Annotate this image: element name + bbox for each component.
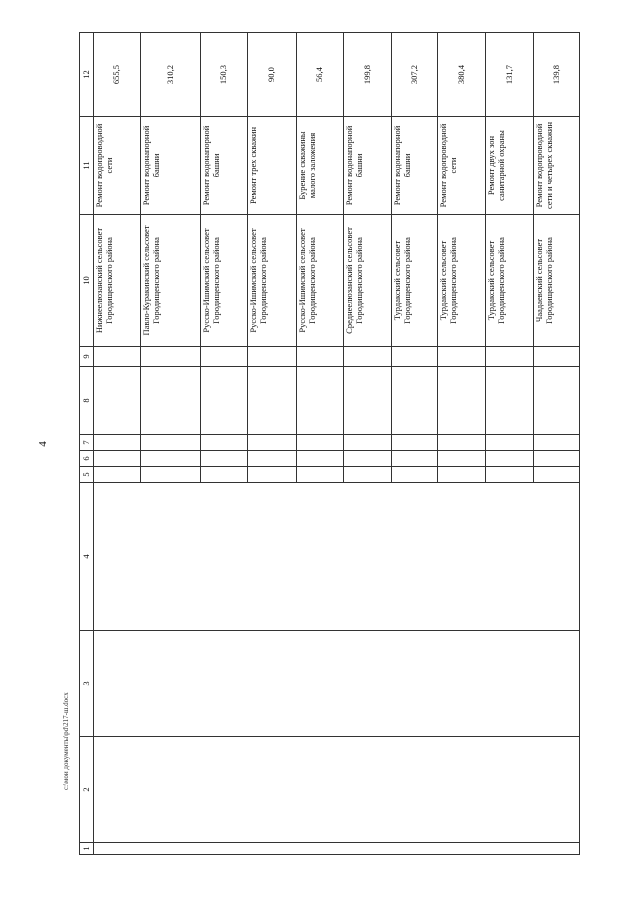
empty-cell bbox=[94, 843, 580, 855]
empty-cell bbox=[344, 435, 392, 451]
work-type-cell: Ремонт трех скважин bbox=[248, 117, 297, 215]
amount-cell: 150,3 bbox=[201, 33, 248, 117]
empty-cell bbox=[392, 347, 438, 367]
empty-cell bbox=[141, 467, 201, 483]
empty-cell bbox=[486, 347, 534, 367]
empty-cell bbox=[141, 435, 201, 451]
empty-cell bbox=[201, 451, 248, 467]
recipient-cell: Турдакский сельсовет Городищенского района bbox=[392, 215, 438, 347]
empty-cell bbox=[201, 467, 248, 483]
empty-cell bbox=[486, 367, 534, 435]
empty-cell bbox=[344, 467, 392, 483]
empty-cell bbox=[534, 367, 580, 435]
amount-cell: 655,5 bbox=[94, 33, 141, 117]
column-header: 4 bbox=[80, 483, 94, 631]
empty-cell bbox=[297, 347, 344, 367]
work-type-cell: Ремонт водопроводной сети bbox=[438, 117, 486, 215]
empty-cell bbox=[344, 347, 392, 367]
empty-cell bbox=[248, 347, 297, 367]
column-header: 1 bbox=[80, 843, 94, 855]
amount-cell: 139,8 bbox=[534, 33, 580, 117]
empty-cell bbox=[534, 435, 580, 451]
amount-cell: 199,8 bbox=[344, 33, 392, 117]
recipient-cell: Павло-Куракинский сельсовет Городищенского района bbox=[141, 215, 201, 347]
header-row bbox=[80, 33, 94, 855]
column-header: 2 bbox=[80, 737, 94, 843]
empty-cell bbox=[94, 737, 580, 843]
rotated-table-frame bbox=[79, 33, 576, 855]
recipient-cell: Турдакский сельсовет Городищенского района bbox=[438, 215, 486, 347]
recipient-cell: Чаадаевский сельсовет Городищенского района bbox=[534, 215, 580, 347]
work-type-cell: Ремонт водопроводной сети bbox=[94, 117, 141, 215]
empty-cell bbox=[534, 451, 580, 467]
empty-cell bbox=[94, 347, 141, 367]
empty-cell bbox=[248, 451, 297, 467]
work-type-cell: Ремонт двух зон санитарной охраны bbox=[486, 117, 534, 215]
column-header: 10 bbox=[80, 215, 94, 347]
amount-cell: 90,0 bbox=[248, 33, 297, 117]
column-header: 5 bbox=[80, 467, 94, 483]
work-type-cell: Ремонт водопроводной сети и четырех скважин bbox=[534, 117, 580, 215]
recipient-cell: Нижнеелюзанский сельсовет Городищенского района bbox=[94, 215, 141, 347]
column-header: 9 bbox=[80, 347, 94, 367]
empty-cell bbox=[201, 347, 248, 367]
empty-cell bbox=[94, 631, 580, 737]
empty-cell bbox=[297, 435, 344, 451]
empty-cell bbox=[141, 367, 201, 435]
empty-cell bbox=[94, 467, 141, 483]
empty-cell bbox=[486, 467, 534, 483]
amount-cell: 56,4 bbox=[297, 33, 344, 117]
empty-cell bbox=[94, 435, 141, 451]
recipient-cell: Русско-Ишимский сельсовет Городищенского района bbox=[201, 215, 248, 347]
empty-cell bbox=[438, 367, 486, 435]
table-container bbox=[79, 33, 576, 855]
empty-cell bbox=[248, 367, 297, 435]
empty-cell bbox=[344, 451, 392, 467]
amount-cell: 307,2 bbox=[392, 33, 438, 117]
data-table bbox=[79, 32, 580, 855]
recipient-cell: Турдакский сельсовет Городищенского района bbox=[486, 215, 534, 347]
work-type-cell: Бурение скважины малого заложения bbox=[297, 117, 344, 215]
work-type-cell: Ремонт водонапорной башни bbox=[344, 117, 392, 215]
empty-cell bbox=[94, 367, 141, 435]
empty-cell bbox=[297, 367, 344, 435]
empty-cell bbox=[248, 435, 297, 451]
recipient-cell: Русско-Ишимский сельсовет Городищенского района bbox=[248, 215, 297, 347]
empty-cell bbox=[94, 483, 580, 631]
work-type-cell: Ремонт водонапорной башни bbox=[392, 117, 438, 215]
empty-cell bbox=[94, 451, 141, 467]
column-header: 8 bbox=[80, 367, 94, 435]
empty-cell bbox=[438, 467, 486, 483]
column-header: 11 bbox=[80, 117, 94, 215]
empty-cell bbox=[438, 347, 486, 367]
amount-cell: 131,7 bbox=[486, 33, 534, 117]
recipient-cell: Русско-Ишимский сельсовет Городищенского района bbox=[297, 215, 344, 347]
column-header: 6 bbox=[80, 451, 94, 467]
empty-cell bbox=[486, 451, 534, 467]
empty-cell bbox=[297, 451, 344, 467]
column-header: 3 bbox=[80, 631, 94, 737]
amount-cell: 380,4 bbox=[438, 33, 486, 117]
empty-cell bbox=[486, 435, 534, 451]
column-header: 12 bbox=[80, 33, 94, 117]
column-header: 7 bbox=[80, 435, 94, 451]
empty-cell bbox=[201, 367, 248, 435]
empty-cell bbox=[534, 347, 580, 367]
table-row bbox=[94, 33, 141, 855]
empty-cell bbox=[534, 467, 580, 483]
empty-cell bbox=[141, 451, 201, 467]
empty-cell bbox=[392, 451, 438, 467]
footer-file-path: c:\мои документы\pd\217-ш.docx bbox=[62, 692, 70, 790]
empty-cell bbox=[392, 367, 438, 435]
empty-cell bbox=[438, 435, 486, 451]
empty-cell bbox=[392, 467, 438, 483]
work-type-cell: Ремонт водонапорной башни bbox=[141, 117, 201, 215]
empty-cell bbox=[297, 467, 344, 483]
work-type-cell: Ремонт водонапорной башни bbox=[201, 117, 248, 215]
empty-cell bbox=[344, 367, 392, 435]
empty-cell bbox=[438, 451, 486, 467]
amount-cell: 310,2 bbox=[141, 33, 201, 117]
empty-cell bbox=[392, 435, 438, 451]
recipient-cell: Среднеелюзанский сельсовет Городищенского района bbox=[344, 215, 392, 347]
empty-cell bbox=[141, 347, 201, 367]
page-number: 4 bbox=[36, 441, 49, 447]
empty-cell bbox=[248, 467, 297, 483]
empty-cell bbox=[201, 435, 248, 451]
